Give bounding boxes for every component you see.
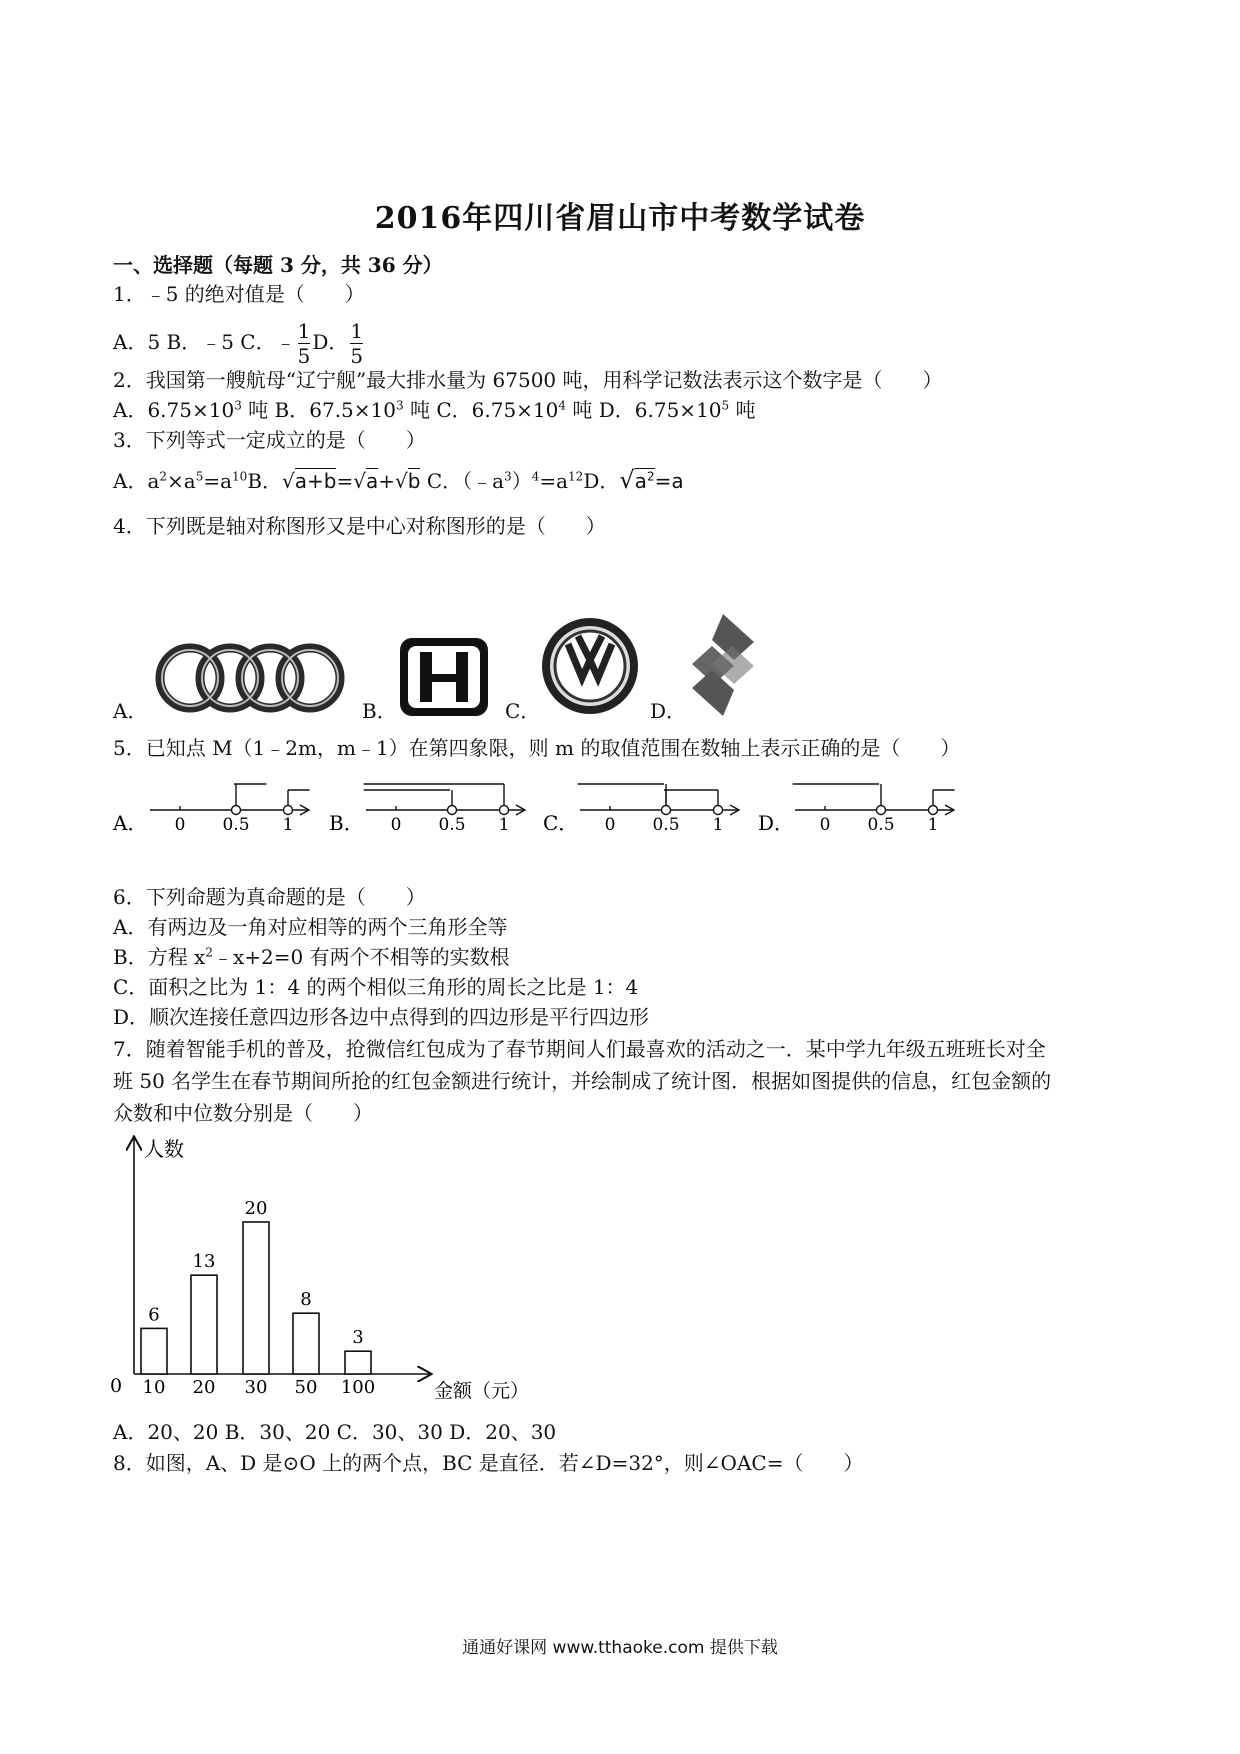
tick-label: 0.5	[867, 815, 895, 835]
q3-option-a: A．a	[113, 469, 160, 493]
open-circle	[284, 806, 293, 815]
bar	[141, 1328, 167, 1374]
question-7-options: A．20、20 B．30、20 C．30、30 D．20、30	[113, 1420, 557, 1444]
q6-option-b	[113, 943, 510, 971]
sqrt-icon: √	[353, 469, 366, 493]
radicand	[635, 468, 655, 493]
open-circle	[500, 806, 509, 815]
tick-label: 0.5	[222, 815, 250, 835]
x-tick-label: 30	[244, 1377, 268, 1398]
radicand: a	[366, 469, 379, 493]
plus: +	[378, 469, 396, 493]
open-circle	[877, 806, 886, 815]
bar-value-label: 13	[192, 1251, 216, 1273]
q2-option-d: 吨 D．6.75×10	[566, 398, 722, 422]
fraction-denominator: 5	[350, 344, 364, 368]
footer-credit: 通通好课网 www.tthaoke.com 提供下载	[462, 1638, 778, 1658]
fraction-numerator: 1	[297, 319, 311, 343]
q6-option-b-text-rest: ﹣x+2=0 有两个不相等的实数根	[212, 945, 510, 969]
honda-logo-icon	[398, 636, 490, 718]
question-6-stem: 6．下列命题为真命题的是（ ）	[113, 885, 426, 909]
bar	[243, 1222, 269, 1374]
open-circle	[448, 806, 457, 815]
question-2-stem: 2．我国第一艘航母“辽宁舰”最大排水量为 67500 吨，用科学记数法表示这个数字是（ ）	[113, 368, 943, 392]
bar-value-label: 6	[148, 1304, 160, 1326]
bar-value-label: 8	[300, 1289, 312, 1311]
number-line-group	[112, 784, 955, 835]
q6-option-c: C．面积之比为 1：4 的两个相似三角形的周长之比是 1：4	[113, 975, 639, 999]
question-4-stem: 4．下列既是轴对称图形又是中心对称图形的是（ ）	[113, 514, 606, 538]
origin-label: 0	[110, 1375, 123, 1397]
open-circle	[662, 806, 671, 815]
tick-label: 0	[604, 815, 616, 835]
tick-label: 1	[712, 815, 724, 835]
paren: ）	[511, 469, 532, 493]
number-line-option	[543, 784, 739, 835]
x-axis-label: 金额（元）	[434, 1380, 530, 1402]
tick-label: 0.5	[652, 815, 680, 835]
bar-series	[141, 1198, 375, 1398]
bar-value-label: 3	[352, 1327, 364, 1349]
exponent: 4	[558, 398, 567, 413]
tick-label: 0	[390, 815, 402, 835]
bar-chart	[100, 1128, 580, 1413]
q2-option-c: 吨 C．6.75×10	[403, 398, 559, 422]
equals: =a	[203, 469, 233, 493]
volkswagen-logo-icon	[540, 616, 640, 716]
fraction-numerator: 1	[350, 319, 364, 343]
q4-option-d-label: D．	[650, 699, 687, 723]
times: ×a	[167, 469, 196, 493]
number-line-option	[329, 784, 525, 835]
tick-label: 1	[498, 815, 510, 835]
exponent: 5	[721, 398, 730, 413]
question-7-line-1: 7．随着智能手机的普及，抢微信红包成为了春节期间人们最喜欢的活动之一．某中学九年级五班班长对全	[113, 1037, 1046, 1061]
y-axis-label: 人数	[144, 1137, 184, 1161]
exponent: 3	[234, 398, 242, 413]
tick-label: 1	[282, 815, 294, 835]
option-label: A．	[113, 811, 148, 835]
question-5-stem: 5．已知点 M（1﹣2m，m﹣1）在第四象限，则 m 的取值范围在数轴上表示正确的是（ ）	[113, 736, 961, 760]
x-tick-label: 100	[340, 1377, 376, 1398]
exponent: 2	[159, 469, 168, 484]
q1-option-d-label: D．	[312, 330, 349, 354]
page-title: 2016年四川省眉山市中考数学试卷	[374, 201, 866, 236]
tick-label: 0	[174, 815, 186, 835]
audi-rings-icon	[150, 638, 350, 718]
section-heading: 一、选择题（每题 3 分，共 36 分）	[113, 253, 443, 277]
exponent: 12	[568, 469, 584, 484]
equals: =	[336, 469, 354, 493]
q4-option-c-label: C．	[505, 699, 541, 723]
q1-options-prefix: A．5 B．﹣5 C．﹣	[113, 330, 296, 354]
q3-option-b-label: B．	[247, 469, 283, 493]
q3-option-d-label: D．	[583, 469, 620, 493]
equals: =a	[539, 469, 569, 493]
open-circle	[929, 806, 938, 815]
tick-label: 1	[927, 815, 939, 835]
exponent: 2	[646, 469, 655, 484]
q6-option-a: A．有两边及一角对应相等的两个三角形全等	[113, 915, 508, 939]
tick-label: 0	[819, 815, 831, 835]
radicand: a+b	[294, 469, 337, 493]
bar-value-label: 20	[244, 1198, 268, 1219]
exponent: 4	[531, 469, 540, 484]
q6-option-b-text: B．方程 x	[113, 945, 206, 969]
x-tick-label: 50	[294, 1377, 318, 1398]
exponent: 3	[395, 398, 404, 413]
question-7-line-3: 众数和中位数分别是（ ）	[113, 1101, 373, 1125]
exponent: 3	[504, 469, 512, 484]
q1-fraction-c	[298, 319, 311, 368]
tick-label: 0.5	[438, 815, 466, 835]
question-1-stem: 1．﹣5 的绝对值是（ ）	[113, 282, 365, 306]
number-line-option	[758, 784, 955, 835]
q2-option-b: 吨 B．67.5×10	[241, 398, 396, 422]
q2-option-a: A．6.75×10	[113, 398, 235, 422]
fraction-denominator: 5	[297, 344, 311, 368]
question-8-stem: 8．如图，A、D 是⊙O 上的两个点，BC 是直径．若∠D=32°，则∠OAC=（ ）	[113, 1451, 864, 1475]
open-circle	[714, 806, 723, 815]
question-1-options	[113, 318, 365, 368]
number-line-option	[112, 784, 310, 835]
q4-option-b-label: B．	[362, 699, 397, 723]
x-tick-label: 20	[192, 1377, 216, 1398]
q6-option-d: D．顺次连接任意四边形各边中点得到的四边形是平行四边形	[113, 1005, 650, 1029]
exponent: 5	[195, 469, 204, 484]
unit: 吨	[729, 398, 756, 422]
radicand: b	[407, 469, 421, 493]
sqrt-icon: √	[282, 469, 295, 493]
q4-option-a-label: A．	[113, 699, 148, 723]
option-label: D．	[758, 811, 795, 835]
question-7-line-2: 班 50 名学生在春节期间所抢的红包金额进行统计，并绘制成了统计图．根据如图提供的信息，红包金额的	[113, 1069, 1052, 1093]
number-line-options	[108, 770, 978, 850]
question-3-options	[113, 466, 684, 495]
q3-option-c: C．（﹣a	[420, 469, 505, 493]
bar	[345, 1351, 371, 1374]
sqrt-icon: √	[619, 466, 635, 494]
question-2-options	[113, 396, 756, 424]
exponent: 2	[205, 945, 213, 960]
q1-fraction-d	[350, 319, 363, 368]
bar	[191, 1275, 217, 1374]
sqrt-icon: √	[395, 469, 408, 493]
equals: =a	[654, 469, 684, 493]
suzuki-logo-icon	[688, 612, 758, 718]
radicand-base: a	[634, 469, 647, 493]
option-label: B．	[329, 811, 364, 835]
exponent: 10	[232, 469, 248, 484]
x-tick-label: 10	[142, 1377, 166, 1398]
question-3-stem: 3．下列等式一定成立的是（ ）	[113, 428, 426, 452]
bar	[293, 1313, 319, 1374]
option-label: C．	[543, 811, 579, 835]
open-circle	[232, 806, 241, 815]
